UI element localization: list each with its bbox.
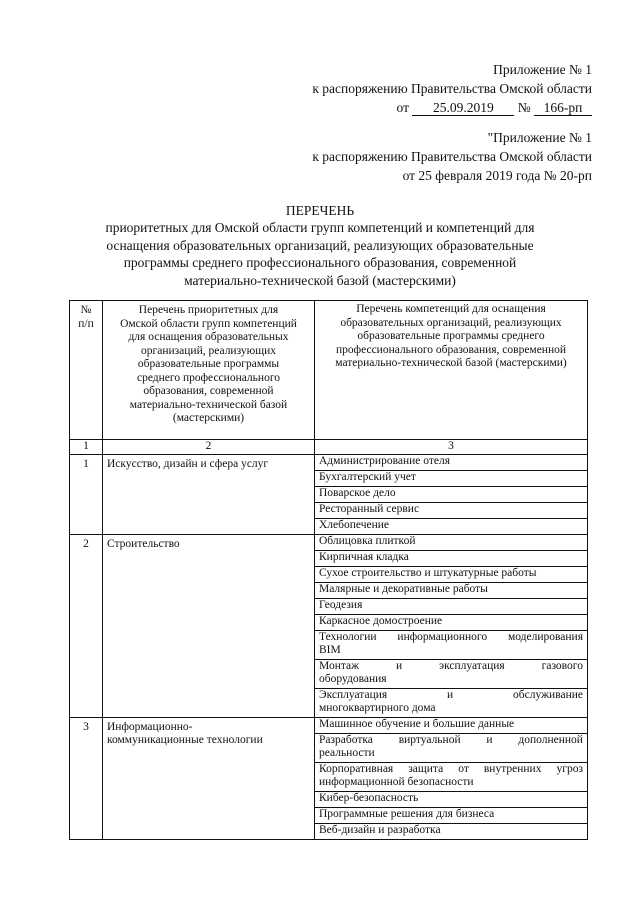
competency-item: Корпоративная защита от внутренних угроз информационной безопасности — [315, 762, 588, 791]
competency-item: Монтаж и эксплуатация газового оборудования — [315, 659, 588, 688]
decree-date: 25.09.2019 — [412, 100, 514, 116]
group-number: 3 — [70, 717, 103, 839]
table-row — [70, 534, 588, 550]
competency-item: Малярные и декоративные работы — [315, 582, 588, 598]
number-prefix: № — [517, 100, 531, 115]
competency-item: Геодезия — [315, 598, 588, 614]
header-col-groups: Перечень приоритетных для Омской области групп компетенций для оснащения образовательных организаций, реализующих образовательные программы среднего профессионального образования, современной материально-технической базой (мастерскими) — [103, 301, 315, 440]
table-row — [70, 717, 588, 733]
competency-item: Поварское дело — [315, 486, 588, 502]
appendix-header — [312, 60, 592, 117]
table-header-row — [70, 301, 588, 440]
competency-item: Бухгалтерский учет — [315, 470, 588, 486]
competency-item: Каркасное домостроение — [315, 614, 588, 630]
competency-item: Администрирование отеля — [315, 454, 588, 470]
competency-item: Веб-дизайн и разработка — [315, 823, 588, 839]
competency-item: Технологии информационного моделирования BIM — [315, 630, 588, 659]
group-name: Информационно- коммуникационные технологии — [103, 717, 315, 839]
competencies-table — [69, 300, 588, 840]
appendix-title: Приложение № 1 — [493, 62, 592, 77]
competency-item: Облицовка плиткой — [315, 534, 588, 550]
quoted-appendix-header — [312, 128, 592, 185]
table-row — [70, 454, 588, 470]
quoted-appendix-date: от 25 февраля 2019 года № 20-рп — [402, 168, 592, 183]
appendix-reference: к распоряжению Правительства Омской области — [312, 81, 592, 96]
subtitle-line: оснащения образовательных организаций, реализующих образовательные — [106, 237, 534, 253]
group-name: Искусство, дизайн и сфера услуг — [103, 454, 315, 534]
competency-item: Эксплуатация и обслуживание многоквартирного дома — [315, 688, 588, 717]
subtitle-line: приоритетных для Омской области групп компетенций и компетенций для — [105, 220, 535, 235]
column-number-row — [70, 440, 588, 455]
competency-item: Кирпичная кладка — [315, 550, 588, 566]
appendix-date-line — [312, 98, 592, 117]
header-col-competencies: Перечень компетенций для оснащения образовательных организаций, реализующих образовательные программы среднего профессионального образования, современной материально-технической базой (мастерскими) — [315, 301, 588, 440]
document-title: ПЕРЕЧЕНЬ — [285, 203, 355, 218]
date-prefix: от — [396, 100, 409, 115]
column-number: 2 — [103, 440, 315, 455]
document-subtitle — [50, 219, 590, 289]
competency-item: Программные решения для бизнеса — [315, 807, 588, 823]
competency-item: Машинное обучение и большие данные — [315, 717, 588, 733]
header-col-number: № п/п — [70, 301, 103, 440]
column-number: 1 — [70, 440, 103, 455]
group-number: 1 — [70, 454, 103, 534]
group-name: Строительство — [103, 534, 315, 717]
subtitle-line: программы среднего профессионального образования, современной — [123, 255, 517, 270]
competency-item: Кибер-безопасность — [315, 791, 588, 807]
quoted-appendix-title: "Приложение № 1 — [487, 130, 592, 145]
competency-item: Сухое строительство и штукатурные работы — [315, 566, 588, 582]
competency-item: Ресторанный сервис — [315, 502, 588, 518]
quoted-appendix-reference: к распоряжению Правительства Омской области — [312, 149, 592, 164]
competency-item: Разработка виртуальной и дополненной реальности — [315, 733, 588, 762]
column-number: 3 — [315, 440, 588, 455]
competency-item: Хлебопечение — [315, 518, 588, 534]
decree-number: 166-рп — [534, 100, 592, 116]
group-number: 2 — [70, 534, 103, 717]
subtitle-line: материально-технической базой (мастерскими) — [184, 272, 456, 288]
